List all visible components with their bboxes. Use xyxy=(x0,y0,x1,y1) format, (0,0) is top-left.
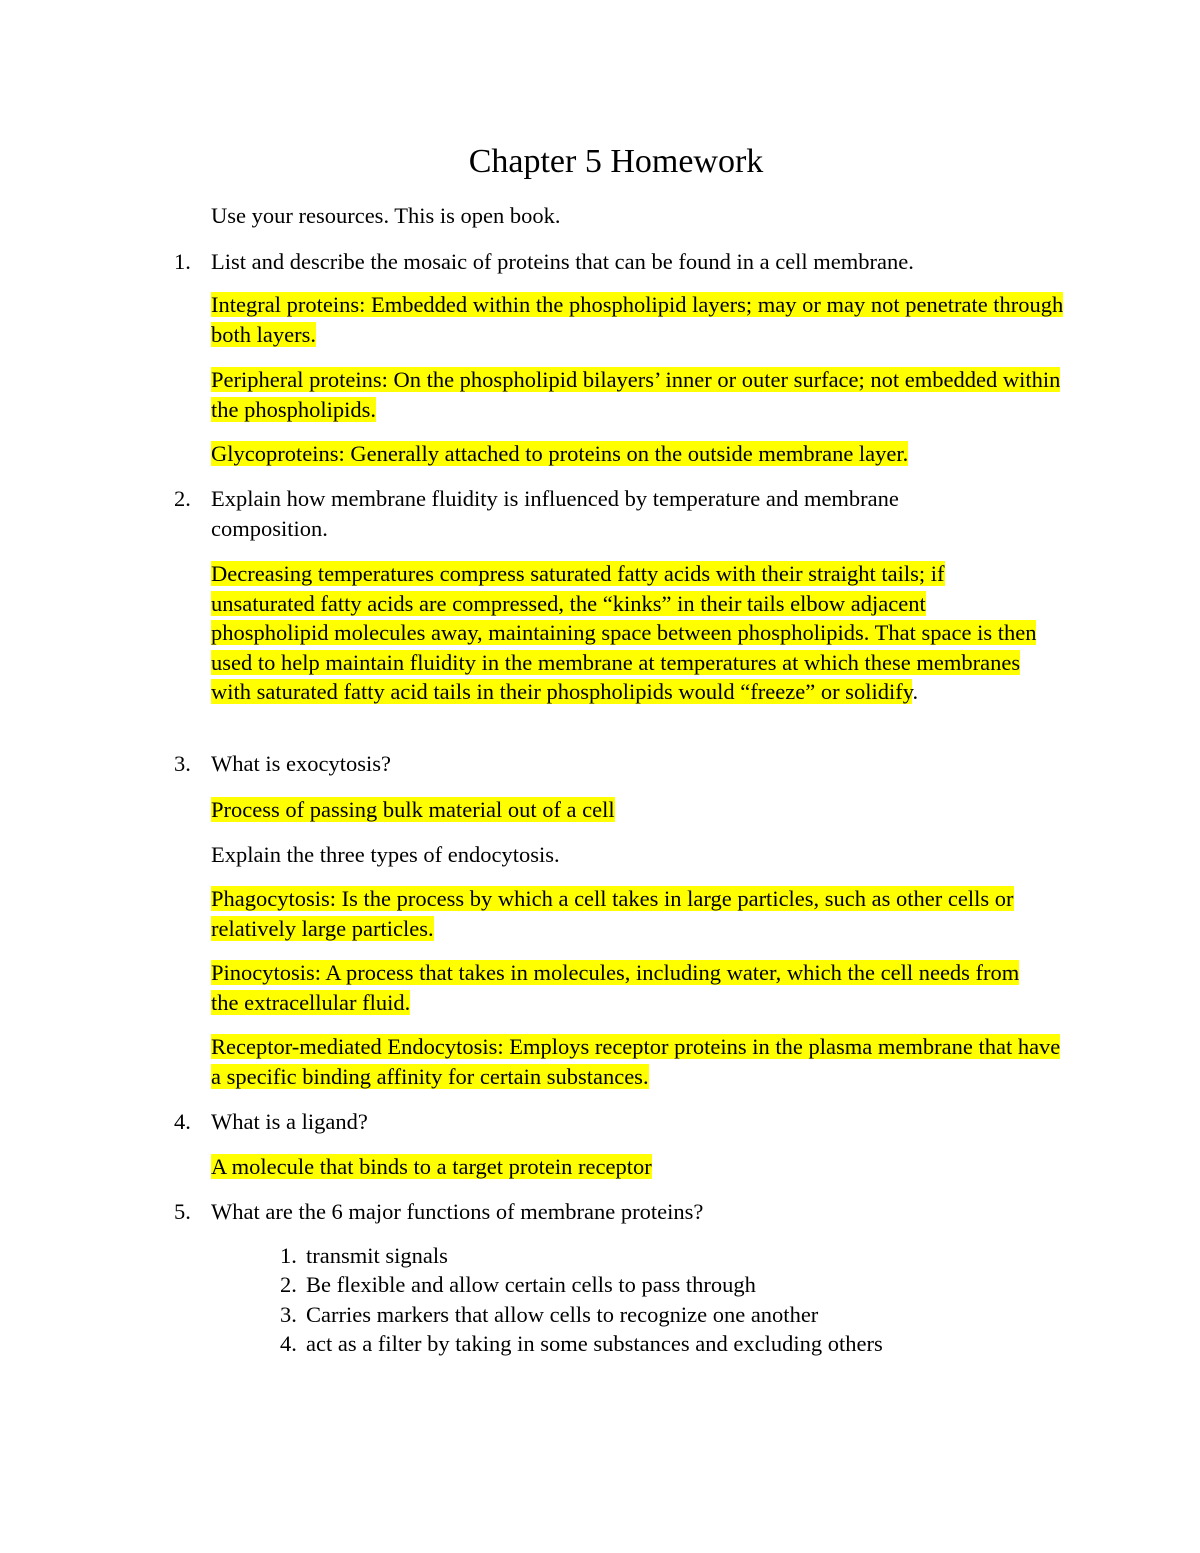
q4-question: What is a ligand? xyxy=(211,1109,368,1134)
q4-answer xyxy=(211,1152,1071,1182)
page-title: Chapter 5 Homework xyxy=(468,143,764,180)
highlighted-answer: Receptor-mediated Endocytosis: Employs receptor proteins in the plasma membrane that have a specific binding affinity for certain substances. xyxy=(211,1034,1061,1089)
list-item-text: transmit signals xyxy=(306,1243,448,1268)
q5-question: What are the 6 major functions of membrane proteins? xyxy=(211,1199,704,1224)
q2-answer-period: . xyxy=(912,679,919,704)
list-item-number: 4. xyxy=(280,1331,297,1357)
highlighted-answer: Pinocytosis: A process that takes in molecules, including water, which the cell needs from the extracellular fluid. xyxy=(211,960,1020,1015)
list-item-text: Be flexible and allow certain cells to pass through xyxy=(306,1272,756,1298)
q3-answer-receptor-mediated xyxy=(211,1032,1071,1091)
highlighted-answer: Integral proteins: Embedded within the phospholipid layers; may or may not penetrate through both layers. xyxy=(211,292,1064,347)
q3-answer-pinocytosis xyxy=(211,958,1031,1017)
q1-answer-integral xyxy=(211,290,1071,349)
highlighted-answer: A molecule that binds to a target protein receptor xyxy=(211,1154,652,1179)
list-item xyxy=(280,1241,1040,1270)
list-item xyxy=(280,1329,1040,1358)
q2-answer xyxy=(211,559,1041,707)
q3-followup-question: Explain the three types of endocytosis. xyxy=(211,842,560,867)
list-item-text: Carries markers that allow cells to recognize one another xyxy=(306,1301,819,1327)
highlighted-answer: Peripheral proteins: On the phospholipid bilayers’ inner or outer surface; not embedded within the phospholipids. xyxy=(211,367,1061,422)
q2-number: 2. xyxy=(174,486,191,511)
q3-question: What is exocytosis? xyxy=(211,751,391,776)
highlighted-answer: Glycoproteins: Generally attached to proteins on the outside membrane layer. xyxy=(211,441,909,466)
list-item-text: act as a filter by taking in some substances and excluding others xyxy=(306,1331,883,1357)
q4-number: 4. xyxy=(174,1109,191,1134)
q5-function-list xyxy=(280,1241,1040,1359)
highlighted-answer: Phagocytosis: Is the process by which a cell takes in large particles, such as other cells or relatively large particles. xyxy=(211,886,1014,941)
highlighted-answer: Process of passing bulk material out of a cell xyxy=(211,797,615,822)
list-item xyxy=(280,1300,1040,1329)
list-item-number: 1. xyxy=(280,1243,297,1268)
q1-question: List and describe the mosaic of proteins that can be found in a cell membrane. xyxy=(211,249,914,274)
q3-answer xyxy=(211,795,1071,825)
q3-answer-phagocytosis xyxy=(211,884,1071,943)
q2-question: Explain how membrane fluidity is influenced by temperature and membrane composition. xyxy=(211,486,899,541)
list-item-number: 3. xyxy=(280,1301,297,1327)
intro-text: Use your resources. This is open book. xyxy=(211,203,561,228)
list-item-number: 2. xyxy=(280,1272,297,1298)
q1-number: 1. xyxy=(174,249,191,274)
q3-number: 3. xyxy=(174,751,191,776)
highlighted-answer: Decreasing temperatures compress saturated fatty acids with their straight tails; if unsaturated fatty acids are compressed, the “kinks” in their tails elbow adjacent phospholipid molecules away, maintaining space between phospholipids. That space is then used to help maintain fluidity in the membrane at temperatures at which these membranes with saturated fatty acid tails in their phospholipids would “freeze” or solidify xyxy=(211,561,1037,704)
q1-answer-glycoproteins xyxy=(211,439,1071,469)
q5-number: 5. xyxy=(174,1199,191,1224)
list-item xyxy=(280,1270,1040,1299)
q1-answer-peripheral xyxy=(211,365,1071,424)
